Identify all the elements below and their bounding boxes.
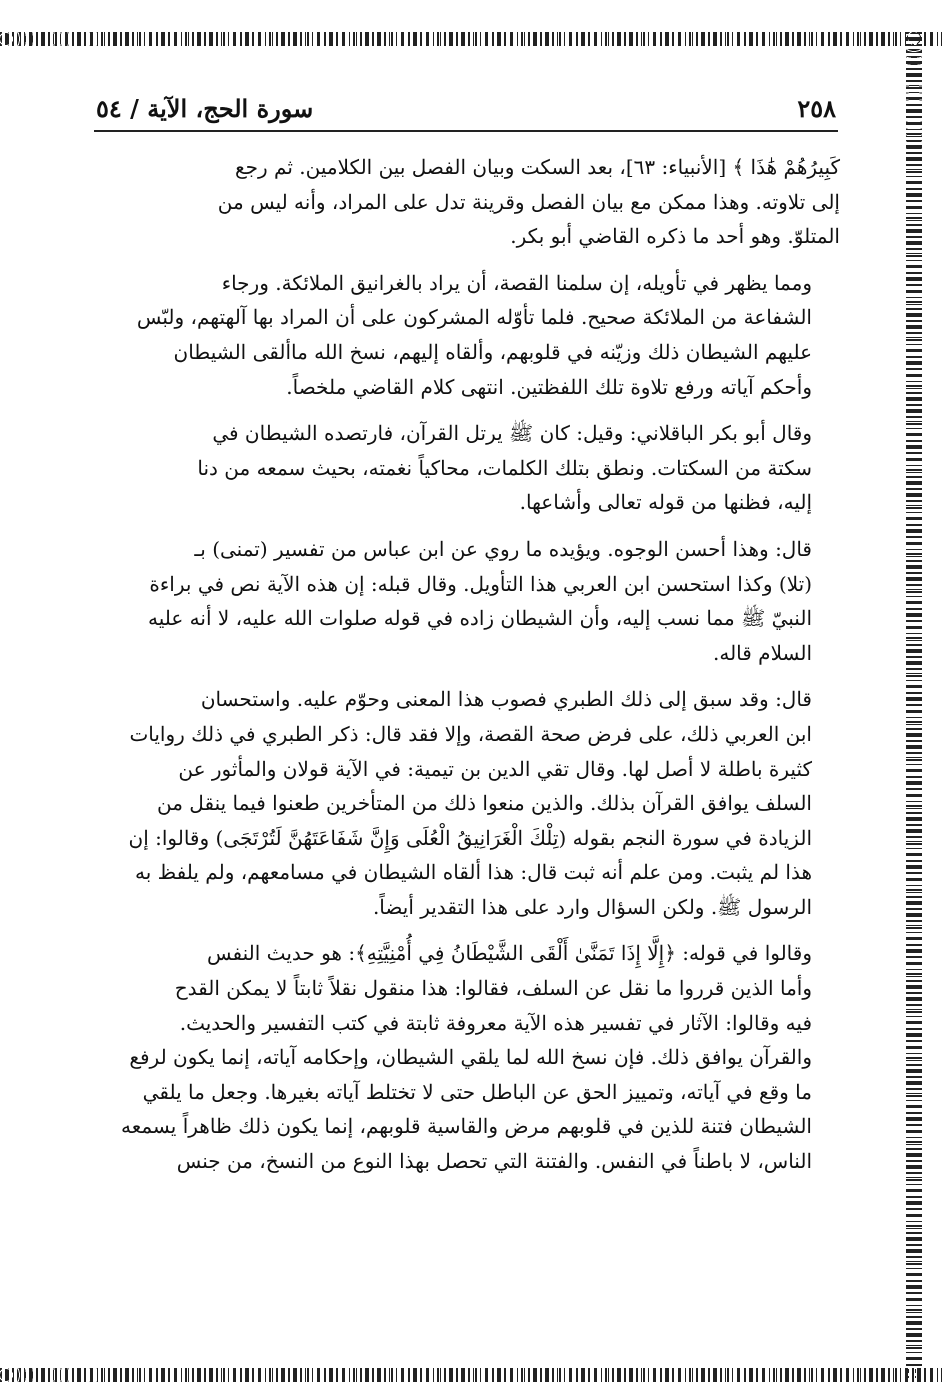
paragraph [98, 266, 840, 404]
text-line: والقرآن يوافق ذلك. فإن نسخ الله لما يلقي الشيطان، وإحكامه آياته، إنما يكون لرفع [129, 1045, 812, 1070]
paragraph [98, 416, 840, 520]
text-line: إلى تلاوته. وهذا ممكن مع بيان الفصل وقرينة تدل على المراد، وأنه ليس من [217, 189, 840, 214]
text-line: عليهم الشيطان ذلك وزيّنه في قلوبهم، وألقاه إليهم، نسخ الله ماألقى الشيطان [173, 339, 812, 364]
text-line: كَبِيرُهُمْ هَٰذَا ﴾ [الأنبياء: ٦٣]، بعد السكت وبيان الفصل بين الكلامين. ثم رجع [235, 155, 840, 179]
paragraph [98, 532, 840, 670]
paragraph [98, 150, 840, 254]
text-line: وقال أبو بكر الباقلاني: وقيل: كان ﷺ يرتل القرآن، فارتصده الشيطان في [212, 421, 812, 446]
text-line: الشفاعة من الملائكة صحيح. فلما تأوّله المشركون على أن المراد بها آلهتهم، ولبّس [136, 305, 812, 330]
text-line: الناس، لا باطناً في النفس. والفتنة التي تحصل بهذا النوع من النسخ، من جنس [176, 1149, 812, 1174]
top-border-ornament [0, 32, 942, 46]
text-line: ابن العربي ذلك، على فرض صحة القصة، وإلا فقد قال: ذكر الطبري في ذلك روايات [129, 721, 812, 746]
bottom-border-ornament [0, 1368, 942, 1382]
text-line: وقالوا في قوله: ﴿إِلَّا إِذَا تَمَنَّىٰ أَلْقَى الشَّيْطَانُ فِي أُمْنِيَّتِهِ﴾: هو حديث النفس [207, 941, 812, 966]
text-line: المتلوّ. وهو أحد ما ذكره القاضي أبو بكر. [510, 224, 840, 249]
page-header [96, 88, 836, 128]
paragraph [98, 936, 840, 1178]
text-line: السلام قاله. [713, 640, 812, 665]
text-line: السلف يوافق القرآن بذلك. والذين منعوا ذلك من المتأخرين طعنوا فيما ينقل من [157, 791, 812, 816]
text-line: وأما الذين قرروا ما نقل عن السلف، فقالوا: هذا منقول نقلاً ثابتاً لا يمكن القدح [174, 976, 812, 1001]
text-line: ما وقع في آياته، وتمييز الحق عن الباطل حتى لا تختلط آياته بغيرها. وجعل ما يلقي [142, 1079, 812, 1104]
text-line: كثيرة باطلة لا أصل لها. وقال تقي الدين بن تيمية: في الآية قولان والمأثور عن [178, 756, 812, 781]
text-line: هذا لم يثبت. ومن علم أنه ثبت قال: هذا ألقاه الشيطان في مسامعهم، ولم يلفظ به [135, 860, 812, 885]
text-line: الرسول ﷺ. ولكن السؤال وارد على هذا التقدير أيضاً. [372, 894, 812, 919]
paragraph [98, 682, 840, 924]
header-divider [94, 130, 838, 132]
running-title: سورة الحج، الآية / ٥٤ [96, 93, 314, 123]
text-line: سكتة من السكتات. ونطق بتلك الكلمات، محاكياً نغمته، بحيث سمعه من دنا [197, 455, 812, 480]
page-body [98, 150, 840, 1191]
text-line: (تلا) وكذا استحسن ابن العربي هذا التأويل. وقال قبله: إن هذه الآية نص في براءة [149, 571, 812, 596]
text-line: النبيّ ﷺ مما نسب إليه، وأن الشيطان زاده في قوله صلوات الله عليه، لا أنه عليه [148, 606, 812, 631]
text-line: قال: وقد سبق إلى ذلك الطبري فصوب هذا المعنى وحوّم عليه. واستحسان [200, 687, 812, 712]
page-number: ٢٥٨ [797, 93, 836, 123]
text-line: وأحكم آياته ورفع تلاوة تلك اللفظتين. انتهى كلام القاضي ملخصاً. [286, 374, 812, 399]
text-line: قال: وهذا أحسن الوجوه. ويؤيده ما روي عن ابن عباس من تفسير (تمنى) بـ [194, 536, 812, 561]
text-line: الشيطان فتنة للذين في قلوبهم مرض والقاسية قلوبهم، إنما يكون ذلك ظاهراً يسمعه [121, 1114, 812, 1139]
text-line: ومما يظهر في تأويله، إن سلمنا القصة، أن يراد بالغرانيق الملائكة. ورجاء [221, 270, 812, 295]
text-line: فيه وقالوا: الآثار في تفسير هذه الآية معروفة ثابتة في كتب التفسير والحديث. [179, 1010, 812, 1035]
right-border-ornament [906, 32, 922, 1382]
text-line: الزيادة في سورة النجم بقوله (تِلْكَ الْغَرَانِيقُ الْعُلَى وَإِنَّ شَفَاعَتَهُنَّ لَتُرْتَجَى) وقالوا: إن [128, 825, 812, 850]
text-line: إليه، فظنها من قوله تعالى وأشاعها. [519, 490, 812, 515]
